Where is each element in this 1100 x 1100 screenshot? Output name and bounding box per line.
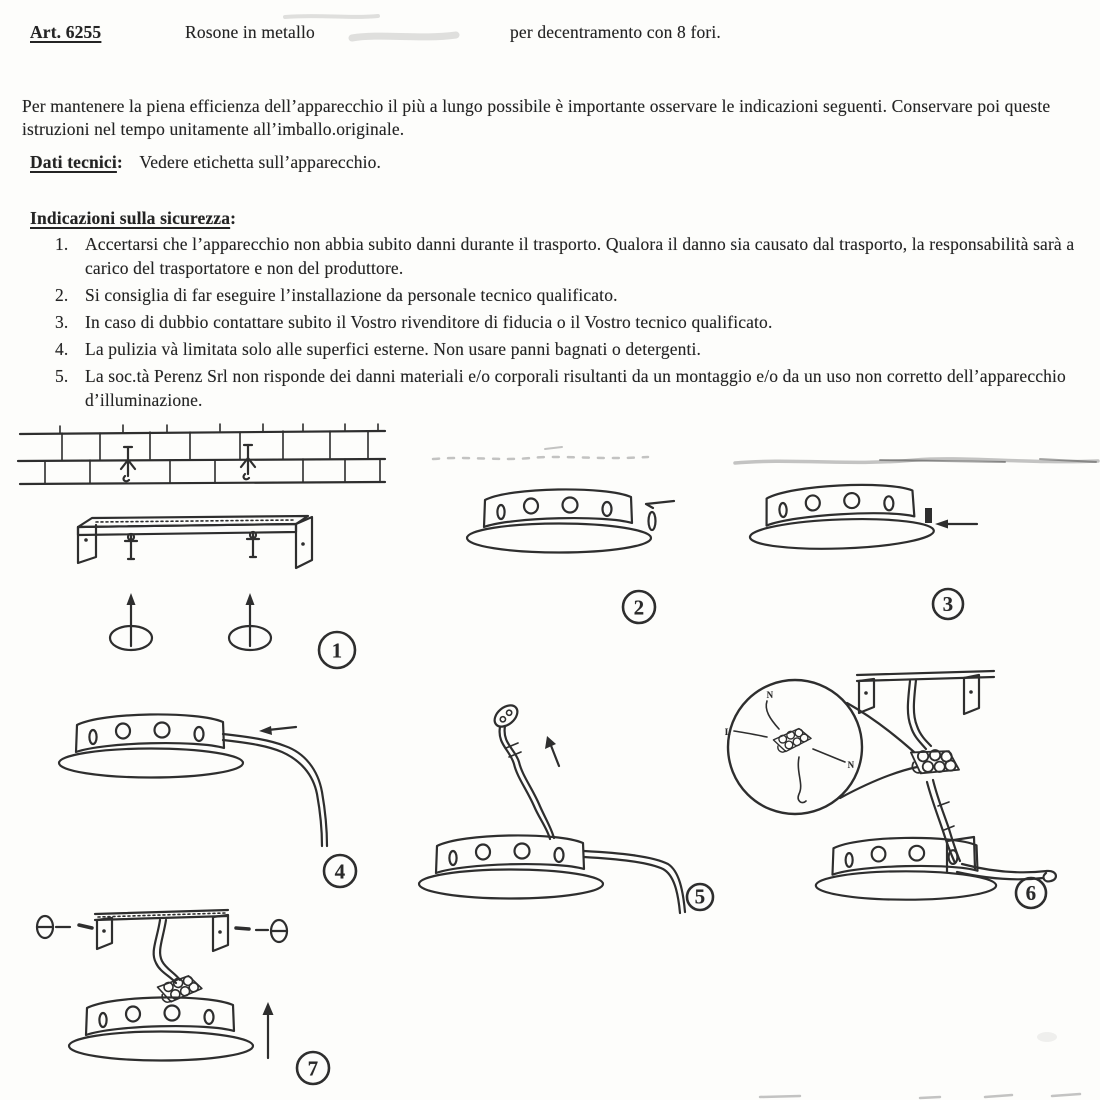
- technical-data-line: [30, 151, 381, 174]
- list-item-number: 3.: [55, 312, 69, 332]
- svg-text:6: 6: [1025, 881, 1037, 905]
- list-item-text: Si consiglia di far eseguire l’installazione da personale tecnico qualificato.: [85, 285, 618, 305]
- cable-out: [957, 864, 1056, 881]
- wire-label-n-top: N: [766, 690, 774, 700]
- ceiling-canopy: [419, 835, 603, 898]
- terminal-block: [157, 975, 203, 1003]
- power-cable: [584, 851, 685, 913]
- bracket-screw: [247, 532, 259, 557]
- drop-wires: [154, 920, 180, 983]
- svg-text:1: 1: [331, 638, 343, 663]
- ceiling-canopy: [748, 482, 934, 551]
- side-screw: [646, 501, 674, 530]
- brick-wall: [18, 424, 385, 484]
- wires: [500, 726, 554, 839]
- product-name: Rosone in metallo: [185, 22, 315, 42]
- mounting-bracket: [95, 910, 228, 951]
- figure-3-canopy-insert: [748, 482, 977, 619]
- list-item: [55, 310, 1075, 334]
- figure-number-7: [297, 1052, 329, 1084]
- figure-2-canopy-screw: [467, 489, 674, 623]
- drop-wires: [908, 680, 931, 749]
- wall-plug: [241, 445, 255, 479]
- screw-insert-arrow: [110, 593, 152, 650]
- list-item-text: La pulizia và limitata solo alle superfici esterne. Non usare panni bagnati o detergenti.: [85, 339, 702, 359]
- list-item-number: 4.: [55, 339, 69, 359]
- arrow-left: [259, 726, 296, 735]
- screw-left: [37, 916, 92, 938]
- figure-number-6: [1016, 878, 1046, 908]
- cable-down: [927, 780, 960, 863]
- zoom-bubble: [725, 680, 917, 814]
- list-item: [55, 337, 1075, 361]
- list-item-number: 2.: [55, 285, 69, 305]
- arrow-left: [935, 520, 977, 529]
- scan-artifacts: [285, 16, 1098, 1098]
- safety-list: [55, 232, 1075, 415]
- figure-1-wall-bracket: [18, 424, 385, 668]
- article-number: Art. 6255: [30, 22, 102, 42]
- figure-7-final-assembly: [37, 910, 329, 1084]
- wire-label-n-right: N: [847, 760, 855, 770]
- list-item: [55, 364, 1075, 412]
- svg-text:5: 5: [694, 884, 706, 909]
- mounting-bracket: [78, 516, 312, 568]
- list-item-text: La soc.tà Perenz Srl non risponde dei danni materiali e/o corporali risultanti da un montaggio e/o da un uso non corretto dell’apparecchio d’illuminazione.: [85, 366, 1066, 410]
- product-description: per decentramento con 8 fori.: [510, 22, 721, 42]
- screw-insert-arrow: [229, 593, 271, 650]
- arrow-up: [545, 736, 559, 766]
- list-item: [55, 283, 1075, 307]
- svg-text:7: 7: [307, 1056, 319, 1081]
- technical-data-text: Vedere etichetta sull’apparecchio.: [139, 152, 382, 172]
- figure-5-wires-through-canopy: [419, 701, 713, 913]
- list-item-text: In caso di dubbio contattare subito il Vostro rivenditore di fiducia o il Vostro tecnico qualificato.: [85, 312, 773, 332]
- technical-data-colon: :: [116, 152, 123, 172]
- figure-number-2: [623, 591, 655, 623]
- ceiling-canopy: [69, 997, 253, 1060]
- figure-6-wiring: [725, 671, 1056, 908]
- svg-text:2: 2: [633, 595, 645, 620]
- screw-right: [236, 920, 287, 942]
- document-header: [30, 21, 1080, 51]
- list-item: [55, 232, 1075, 280]
- power-cable: [223, 734, 327, 846]
- mounting-bracket: [857, 671, 994, 714]
- figure-number-4: [324, 855, 356, 887]
- safety-heading-colon: :: [230, 208, 237, 228]
- ceiling-canopy: [59, 714, 243, 777]
- svg-text:4: 4: [334, 859, 346, 884]
- figure-number-1: [319, 632, 355, 668]
- list-item-number: 5.: [55, 366, 69, 386]
- ceiling-canopy: [816, 838, 996, 900]
- svg-text:3: 3: [942, 592, 954, 616]
- safety-heading: [30, 207, 236, 230]
- figure-number-5: [687, 884, 713, 910]
- screw-plug: [925, 508, 932, 523]
- wire-connector: [491, 701, 522, 731]
- figure-4-canopy-cable: [59, 714, 356, 887]
- ceiling-canopy: [467, 489, 651, 552]
- wire-label-l: L: [724, 727, 732, 737]
- figure-number-3: [933, 589, 963, 619]
- wall-plug: [121, 447, 135, 481]
- safety-heading-label: Indicazioni sulla sicurezza: [30, 208, 231, 228]
- terminal-block: [907, 743, 962, 781]
- intro-paragraph: Per mantenere la piena efficienza dell’apparecchio il più a lungo possibile è importante osservare le indicazioni seguenti. Conservare poi queste istruzioni nel tempo unitamente all’imballo.originale.: [22, 95, 1051, 139]
- list-item-number: 1.: [55, 234, 69, 254]
- list-item-text: Accertarsi che l’apparecchio non abbia subito danni durante il trasporto. Qualora il danno sia causato dal trasporto, la responsabilità sarà a carico del trasportatore e non del produttore.: [85, 234, 1075, 278]
- terminal-block-detail: [772, 727, 812, 754]
- canopy-slot: [947, 837, 975, 872]
- technical-data-label: Dati tecnici: [30, 152, 117, 172]
- arrow-up: [263, 1002, 274, 1058]
- bracket-screw: [125, 534, 137, 559]
